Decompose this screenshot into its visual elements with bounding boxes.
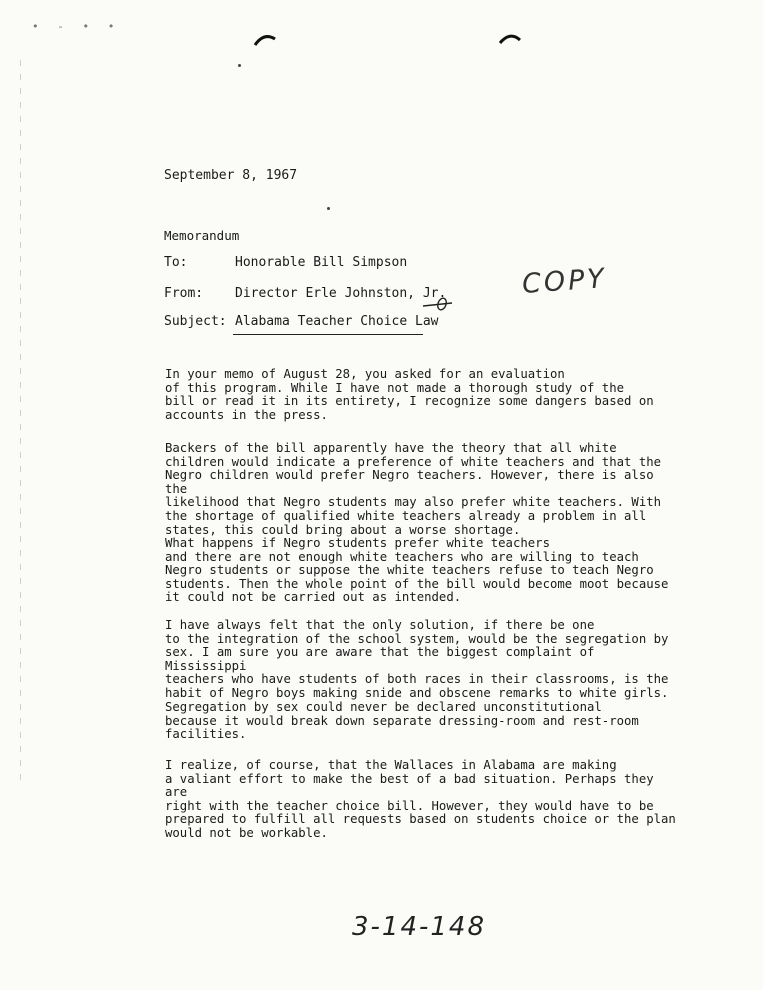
paragraph-2: Backers of the bill apparently have the theory that all white children would indicate a preference of white teachers and that the Negro children would prefer Negro teachers. However, there is also the likelihood that Negro students may also prefer white teachers. With the shortage of qualified white teachers already a problem in all states, this could bring about a worse shortage. xyxy=(165,441,662,537)
memo-title: Memorandum xyxy=(164,228,240,243)
paragraph-6: I realize, of course, that the Wallaces in Alabama are making a valiant effort to make the best of a bad situation. Perhaps they are right with the teacher choice bill. However, they would have to be prepared to fulfill all requests based on students choice or the plan would not be workable. xyxy=(165,758,676,840)
subject-label: Subject: xyxy=(164,314,227,329)
paragraph-3: What happens if Negro students prefer white teachers and there are not enough white teachers who are willing to teach Negro students or suppose the white teachers refuse to teach Negro students. Then the whole point of the bill would become moot because it could not be carried out as intended. xyxy=(165,536,669,605)
punch-hole-mark-right xyxy=(497,30,523,48)
scan-speck xyxy=(327,207,330,210)
file-number: 3-14-148 xyxy=(352,912,487,942)
scan-margin-line xyxy=(20,60,21,780)
handwritten-mark xyxy=(422,294,454,314)
to-label: To: xyxy=(164,255,188,270)
copy-stamp: COPY xyxy=(521,263,608,300)
subject-underline xyxy=(233,334,423,335)
scan-speck xyxy=(238,64,241,67)
from-value: Director Erle Johnston, Jr. xyxy=(235,286,447,301)
paragraph-4: I have always felt that the only solution, if there be one to the integration of the school system, would be the segregation by sex. I am sure you are aware that the biggest complaint of Mississippi teachers who have students of both races in their classrooms, is the habit of Negro boys making snide and obscene remarks to white girls. xyxy=(165,618,669,700)
paragraph-5: Segregation by sex could never be declared unconstitutional because it would break down separate dressing-room and rest-room facilities. xyxy=(165,700,639,742)
memo-date: September 8, 1967 xyxy=(164,168,298,183)
scan-specks: • - • • xyxy=(32,20,121,33)
from-label: From: xyxy=(164,286,204,301)
paragraph-1: In your memo of August 28, you asked for an evaluation of this program. While I have not made a thorough study of the bill or read it in its entirety, I recognize some dangers based on accounts in the press. xyxy=(165,367,654,422)
to-value: Honorable Bill Simpson xyxy=(235,255,408,270)
subject-value: Alabama Teacher Choice Law xyxy=(235,314,439,329)
punch-hole-mark-left xyxy=(252,30,278,48)
